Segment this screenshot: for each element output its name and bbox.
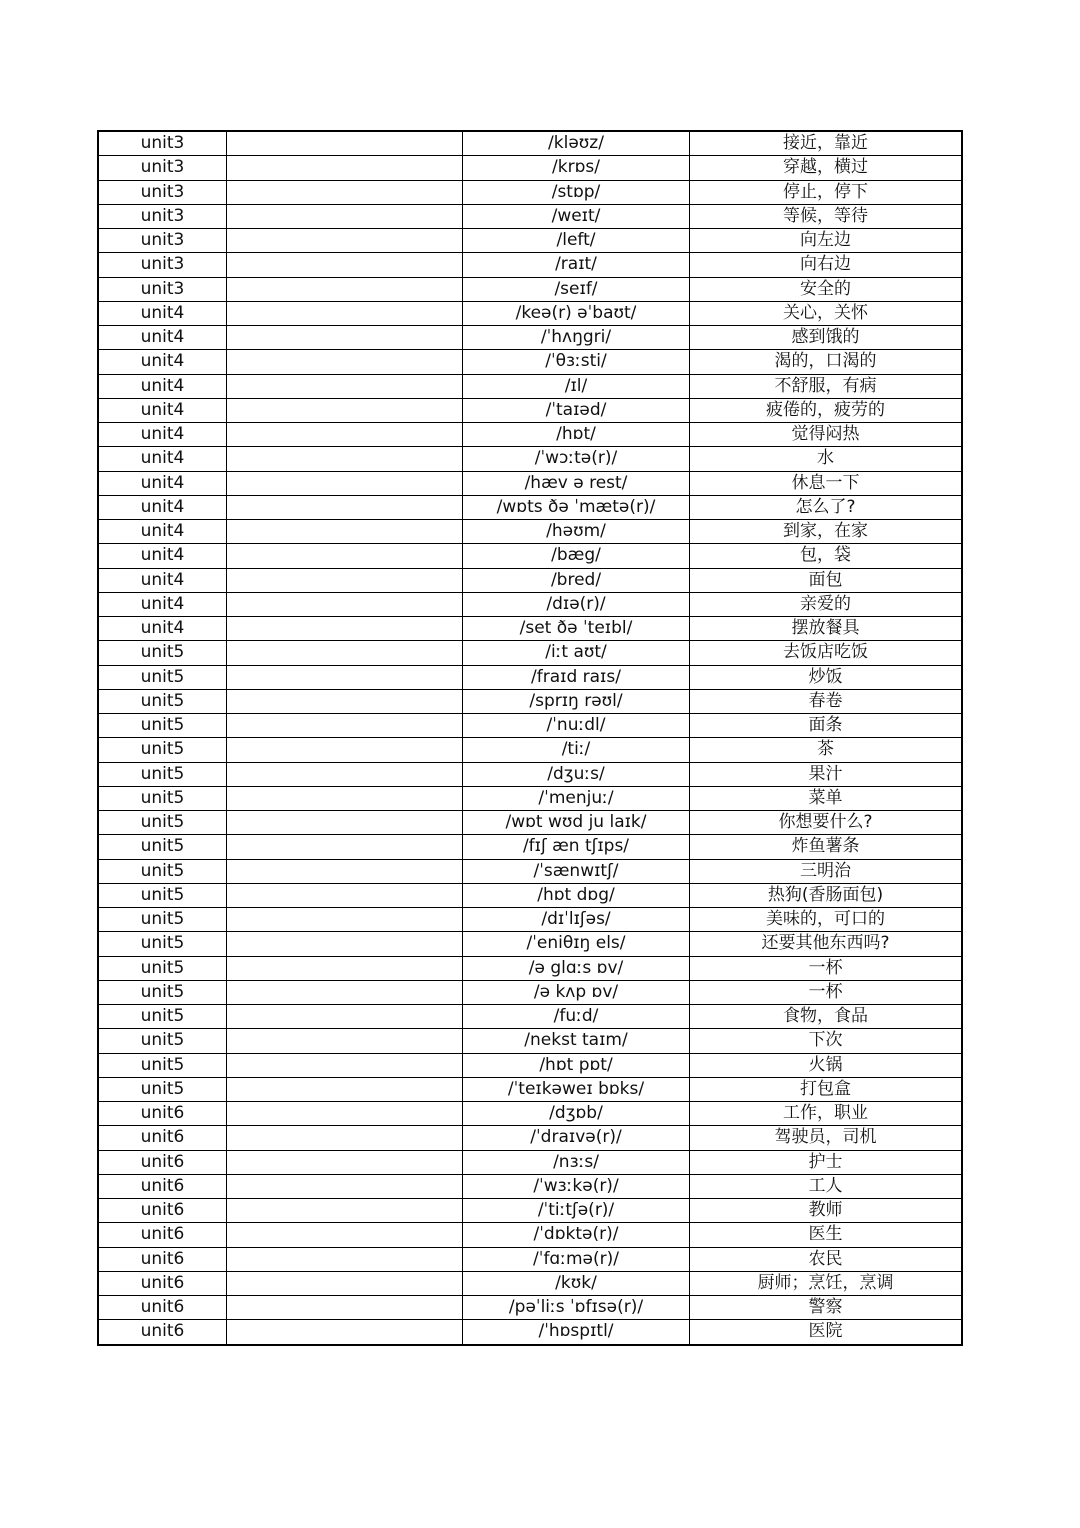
phonetic-cell: /hɒt pɒt/ [463,1053,690,1077]
unit-cell: unit6 [98,1174,227,1198]
word-cell [227,956,463,980]
meaning-cell: 工作，职业 [690,1102,963,1126]
phonetic-cell: /nekst taɪm/ [463,1029,690,1053]
unit-cell: unit4 [98,617,227,641]
unit-cell: unit5 [98,956,227,980]
vocabulary-table [97,130,963,1346]
table-row [98,665,962,689]
meaning-cell: 去饭店吃饭 [690,641,963,665]
meaning-cell: 面条 [690,714,963,738]
table-row [98,1005,962,1029]
meaning-cell: 等候，等待 [690,204,963,228]
table-row [98,374,962,398]
word-cell [227,471,463,495]
unit-cell: unit6 [98,1223,227,1247]
meaning-cell: 亲爱的 [690,592,963,616]
unit-cell: unit3 [98,253,227,277]
table-row [98,204,962,228]
phonetic-cell: /left/ [463,229,690,253]
unit-cell: unit5 [98,883,227,907]
unit-cell: unit4 [98,326,227,350]
table-row [98,1320,962,1345]
unit-cell: unit6 [98,1296,227,1320]
phonetic-cell: /ə glɑːs ɒv/ [463,956,690,980]
table-row [98,423,962,447]
word-cell [227,1005,463,1029]
word-cell [227,883,463,907]
phonetic-cell: /wɒt wʊd ju laɪk/ [463,811,690,835]
table-row [98,1199,962,1223]
phonetic-cell: /dɪə(r)/ [463,592,690,616]
phonetic-cell: /ˈθɜːsti/ [463,350,690,374]
table-row [98,932,962,956]
word-cell [227,932,463,956]
phonetic-cell: /sprɪŋ rəʊl/ [463,689,690,713]
phonetic-cell: /ˈdɒktə(r)/ [463,1223,690,1247]
phonetic-cell: /fuːd/ [463,1005,690,1029]
word-cell [227,301,463,325]
unit-cell: unit6 [98,1126,227,1150]
phonetic-cell: /bæg/ [463,544,690,568]
table-row [98,956,962,980]
unit-cell: unit5 [98,641,227,665]
unit-cell: unit5 [98,665,227,689]
meaning-cell: 摆放餐具 [690,617,963,641]
phonetic-cell: /seɪf/ [463,277,690,301]
table-row [98,1053,962,1077]
meaning-cell: 你想要什么? [690,811,963,835]
table-row [98,617,962,641]
word-cell [227,1126,463,1150]
table-row [98,447,962,471]
phonetic-cell: /bred/ [463,568,690,592]
word-cell [227,665,463,689]
meaning-cell: 安全的 [690,277,963,301]
meaning-cell: 面包 [690,568,963,592]
word-cell [227,1271,463,1295]
phonetic-cell: /dɪˈlɪʃəs/ [463,908,690,932]
unit-cell: unit4 [98,495,227,519]
unit-cell: unit3 [98,277,227,301]
meaning-cell: 还要其他东西吗? [690,932,963,956]
unit-cell: unit3 [98,131,227,156]
meaning-cell: 不舒服，有病 [690,374,963,398]
table-row [98,471,962,495]
phonetic-cell: /krɒs/ [463,156,690,180]
phonetic-cell: /ˈsænwɪtʃ/ [463,859,690,883]
unit-cell: unit3 [98,229,227,253]
unit-cell: unit6 [98,1320,227,1345]
phonetic-cell: /ˈtiːtʃə(r)/ [463,1199,690,1223]
unit-cell: unit4 [98,301,227,325]
unit-cell: unit6 [98,1102,227,1126]
table-row [98,495,962,519]
word-cell [227,908,463,932]
table-row [98,689,962,713]
meaning-cell: 停止，停下 [690,180,963,204]
table-row [98,859,962,883]
word-cell [227,1150,463,1174]
unit-cell: unit5 [98,980,227,1004]
phonetic-cell: /ˈmenjuː/ [463,786,690,810]
word-cell [227,277,463,301]
phonetic-cell: /weɪt/ [463,204,690,228]
word-cell [227,447,463,471]
word-cell [227,1053,463,1077]
table-row [98,156,962,180]
phonetic-cell: /fɪʃ æn tʃɪps/ [463,835,690,859]
unit-cell: unit5 [98,714,227,738]
phonetic-cell: /hæv ə rest/ [463,471,690,495]
word-cell [227,1077,463,1101]
meaning-cell: 工人 [690,1174,963,1198]
unit-cell: unit3 [98,156,227,180]
meaning-cell: 渴的，口渴的 [690,350,963,374]
phonetic-cell: /dʒɒb/ [463,1102,690,1126]
word-cell [227,811,463,835]
unit-cell: unit3 [98,204,227,228]
table-row [98,738,962,762]
word-cell [227,592,463,616]
phonetic-cell: /hɒt dɒg/ [463,883,690,907]
unit-cell: unit4 [98,471,227,495]
phonetic-cell: /nɜːs/ [463,1150,690,1174]
unit-cell: unit4 [98,350,227,374]
word-cell [227,762,463,786]
meaning-cell: 穿越，横过 [690,156,963,180]
meaning-cell: 三明治 [690,859,963,883]
meaning-cell: 果汁 [690,762,963,786]
unit-cell: unit5 [98,689,227,713]
meaning-cell: 怎么了? [690,495,963,519]
table-row [98,1296,962,1320]
meaning-cell: 觉得闷热 [690,423,963,447]
unit-cell: unit4 [98,374,227,398]
table-row [98,1029,962,1053]
phonetic-cell: /kʊk/ [463,1271,690,1295]
word-cell [227,738,463,762]
meaning-cell: 一杯 [690,956,963,980]
meaning-cell: 茶 [690,738,963,762]
unit-cell: unit5 [98,908,227,932]
table-row [98,1223,962,1247]
table-row [98,520,962,544]
unit-cell: unit3 [98,180,227,204]
phonetic-cell: /iːt aʊt/ [463,641,690,665]
unit-cell: unit4 [98,447,227,471]
table-row [98,1102,962,1126]
phonetic-cell: /keə(r) əˈbaʊt/ [463,301,690,325]
table-row [98,1247,962,1271]
word-cell [227,1174,463,1198]
unit-cell: unit6 [98,1150,227,1174]
unit-cell: unit5 [98,835,227,859]
word-cell [227,835,463,859]
unit-cell: unit5 [98,762,227,786]
meaning-cell: 到家，在家 [690,520,963,544]
word-cell [227,131,463,156]
meaning-cell: 向右边 [690,253,963,277]
meaning-cell: 春卷 [690,689,963,713]
phonetic-cell: /pəˈliːs ˈɒfɪsə(r)/ [463,1296,690,1320]
word-cell [227,980,463,1004]
word-cell [227,180,463,204]
table-row [98,180,962,204]
unit-cell: unit4 [98,398,227,422]
meaning-cell: 一杯 [690,980,963,1004]
table-row [98,908,962,932]
table-row [98,1174,962,1198]
phonetic-cell: /raɪt/ [463,253,690,277]
meaning-cell: 警察 [690,1296,963,1320]
word-cell [227,1029,463,1053]
table-row [98,835,962,859]
meaning-cell: 疲倦的，疲劳的 [690,398,963,422]
unit-cell: unit4 [98,568,227,592]
meaning-cell: 热狗(香肠面包) [690,883,963,907]
unit-cell: unit6 [98,1271,227,1295]
meaning-cell: 农民 [690,1247,963,1271]
phonetic-cell: /hɒt/ [463,423,690,447]
word-cell [227,326,463,350]
meaning-cell: 美味的，可口的 [690,908,963,932]
meaning-cell: 教师 [690,1199,963,1223]
phonetic-cell: /ˈhɒspɪtl/ [463,1320,690,1345]
phonetic-cell: /ˈdraɪvə(r)/ [463,1126,690,1150]
word-cell [227,568,463,592]
table-row [98,980,962,1004]
phonetic-cell: /həʊm/ [463,520,690,544]
meaning-cell: 火锅 [690,1053,963,1077]
unit-cell: unit5 [98,1005,227,1029]
meaning-cell: 厨师；烹饪，烹调 [690,1271,963,1295]
word-cell [227,1296,463,1320]
table-row [98,883,962,907]
table-row [98,1077,962,1101]
phonetic-cell: /ˈwɜːkə(r)/ [463,1174,690,1198]
word-cell [227,786,463,810]
phonetic-cell: /ˈfɑːmə(r)/ [463,1247,690,1271]
phonetic-cell: /wɒts ðə ˈmætə(r)/ [463,495,690,519]
unit-cell: unit5 [98,932,227,956]
table-row [98,786,962,810]
phonetic-cell: /kləʊz/ [463,131,690,156]
phonetic-cell: /ˈteɪkəweɪ bɒks/ [463,1077,690,1101]
phonetic-cell: /ˈnuːdl/ [463,714,690,738]
meaning-cell: 关心，关怀 [690,301,963,325]
word-cell [227,544,463,568]
word-cell [227,229,463,253]
word-cell [227,495,463,519]
phonetic-cell: /ə kʌp ɒv/ [463,980,690,1004]
phonetic-cell: /stɒp/ [463,180,690,204]
phonetic-cell: /set ðə ˈteɪbl/ [463,617,690,641]
meaning-cell: 休息一下 [690,471,963,495]
word-cell [227,1320,463,1345]
unit-cell: unit5 [98,786,227,810]
word-cell [227,350,463,374]
unit-cell: unit4 [98,544,227,568]
word-cell [227,1102,463,1126]
meaning-cell: 感到饿的 [690,326,963,350]
table-row [98,592,962,616]
unit-cell: unit5 [98,738,227,762]
meaning-cell: 下次 [690,1029,963,1053]
meaning-cell: 包，袋 [690,544,963,568]
table-row [98,229,962,253]
table-row [98,544,962,568]
table-row [98,1126,962,1150]
word-cell [227,374,463,398]
unit-cell: unit4 [98,592,227,616]
meaning-cell: 护士 [690,1150,963,1174]
meaning-cell: 驾驶员，司机 [690,1126,963,1150]
table-row [98,277,962,301]
meaning-cell: 水 [690,447,963,471]
word-cell [227,641,463,665]
meaning-cell: 打包盒 [690,1077,963,1101]
word-cell [227,859,463,883]
unit-cell: unit4 [98,423,227,447]
word-cell [227,253,463,277]
unit-cell: unit5 [98,859,227,883]
meaning-cell: 医生 [690,1223,963,1247]
table-row [98,1150,962,1174]
word-cell [227,1199,463,1223]
phonetic-cell: /ˈeniθɪŋ els/ [463,932,690,956]
phonetic-cell: /ɪl/ [463,374,690,398]
meaning-cell: 医院 [690,1320,963,1345]
phonetic-cell: /fraɪd raɪs/ [463,665,690,689]
word-cell [227,204,463,228]
word-cell [227,689,463,713]
word-cell [227,1247,463,1271]
word-cell [227,156,463,180]
unit-cell: unit5 [98,1029,227,1053]
meaning-cell: 食物，食品 [690,1005,963,1029]
table-row [98,326,962,350]
unit-cell: unit5 [98,811,227,835]
phonetic-cell: /ˈhʌŋgri/ [463,326,690,350]
unit-cell: unit6 [98,1247,227,1271]
unit-cell: unit6 [98,1199,227,1223]
phonetic-cell: /dʒuːs/ [463,762,690,786]
word-cell [227,617,463,641]
meaning-cell: 炸鱼薯条 [690,835,963,859]
table-row [98,398,962,422]
meaning-cell: 向左边 [690,229,963,253]
phonetic-cell: /ˈtaɪəd/ [463,398,690,422]
table-row [98,811,962,835]
word-cell [227,398,463,422]
word-cell [227,423,463,447]
unit-cell: unit5 [98,1077,227,1101]
table-row [98,350,962,374]
meaning-cell: 炒饭 [690,665,963,689]
table-row [98,641,962,665]
phonetic-cell: /ˈwɔːtə(r)/ [463,447,690,471]
table-row [98,301,962,325]
table-row [98,762,962,786]
table-row [98,131,962,156]
word-cell [227,1223,463,1247]
meaning-cell: 菜单 [690,786,963,810]
table-row [98,568,962,592]
table-row [98,1271,962,1295]
word-cell [227,520,463,544]
unit-cell: unit4 [98,520,227,544]
phonetic-cell: /tiː/ [463,738,690,762]
vocabulary-table-body [98,131,962,1345]
unit-cell: unit5 [98,1053,227,1077]
word-cell [227,714,463,738]
table-row [98,714,962,738]
table-row [98,253,962,277]
meaning-cell: 接近，靠近 [690,131,963,156]
